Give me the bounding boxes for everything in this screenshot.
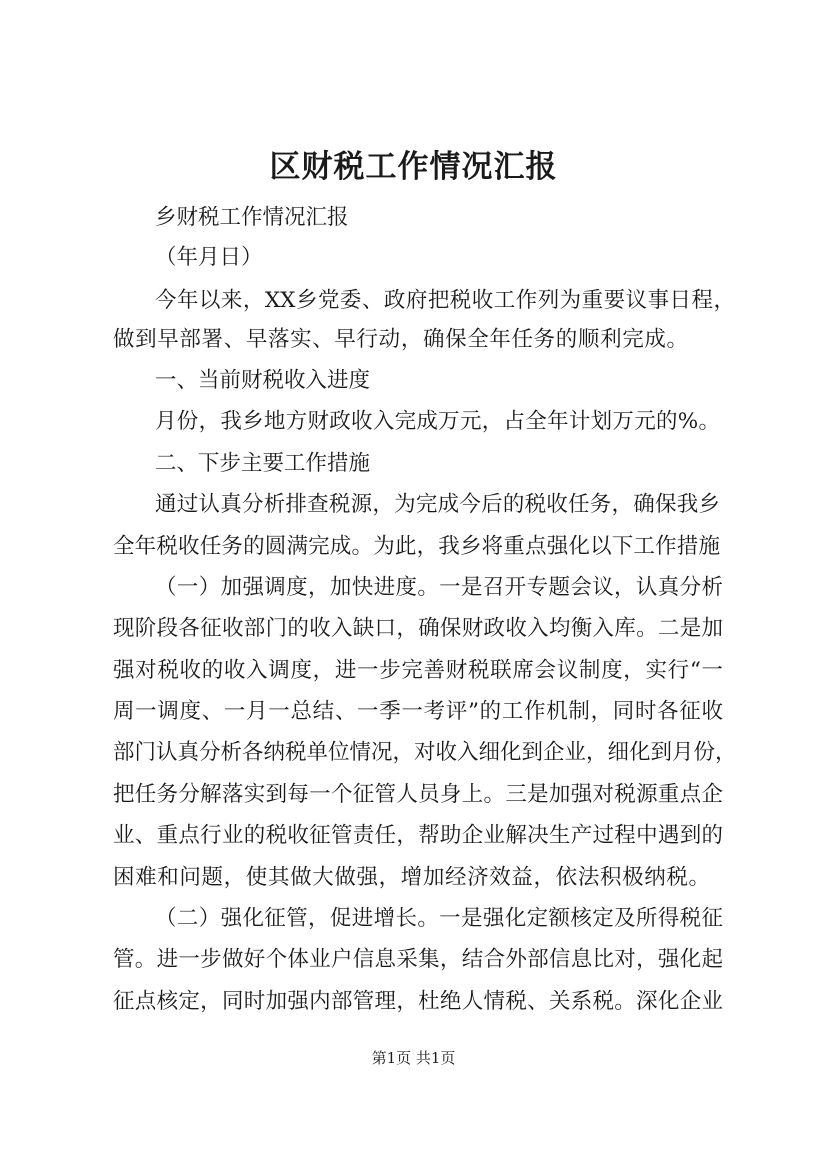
paragraph-line: 把任务分解落实到每一个征管人员身上。三是加强对税源重点企 (113, 782, 723, 807)
paragraph-line: 征点核定，同时加强内部管理，杜绝人情税、关系税。深化企业 (113, 989, 723, 1014)
paragraph-line: 做到早部署、早落实、早行动，确保全年任务的顺利完成。 (113, 327, 688, 352)
paragraph-line: 月份，我乡地方财政收入完成万元，占全年计划万元的%。 (155, 409, 720, 434)
paragraph-line: 部门认真分析各纳税单位情况，对收入细化到企业，细化到月份， (113, 740, 737, 765)
subtitle-line: 乡财税工作情况汇报 (155, 205, 349, 230)
paragraph-line: （二）强化征管，促进增长。一是强化定额核定及所得税征 (155, 906, 723, 931)
date-line: （年月日） (155, 245, 263, 270)
paragraph-line: 今年以来，XX乡党委、政府把税收工作列为重要议事日程， (155, 288, 735, 313)
paragraph-line: （一）加强调度，加快进度。一是召开专题会议，认真分析 (155, 575, 723, 600)
paragraph-line: 强对税收的收入调度，进一步完善财税联席会议制度，实行“一 (113, 658, 723, 683)
paragraph-line: 困难和问题，使其做大做强，增加经济效益，依法积极纳税。 (113, 865, 710, 890)
paragraph-line: 全年税收任务的圆满完成。为此，我乡将重点强化以下工作措施 (113, 534, 720, 559)
paragraph-line: 管。进一步做好个体业户信息采集，结合外部信息比对，强化起 (113, 947, 723, 972)
section-heading: 一、当前财税收入进度 (155, 368, 371, 393)
paragraph-line: 现阶段各征收部门的收入缺口，确保财政收入均衡入库。二是加 (113, 616, 723, 641)
section-heading: 二、下步主要工作措施 (155, 451, 371, 476)
document-title: 区财税工作情况汇报 (269, 149, 558, 185)
paragraph-line: 周一调度、一月一总结、一季一考评”的工作机制，同时各征收 (113, 699, 723, 724)
paragraph-line: 通过认真分析排查税源，为完成今后的税收任务，确保我乡 (155, 492, 720, 517)
page-footer: 第1页 共1页 (371, 1049, 456, 1067)
paragraph-line: 业、重点行业的税收征管责任，帮助企业解决生产过程中遇到的 (113, 823, 723, 848)
